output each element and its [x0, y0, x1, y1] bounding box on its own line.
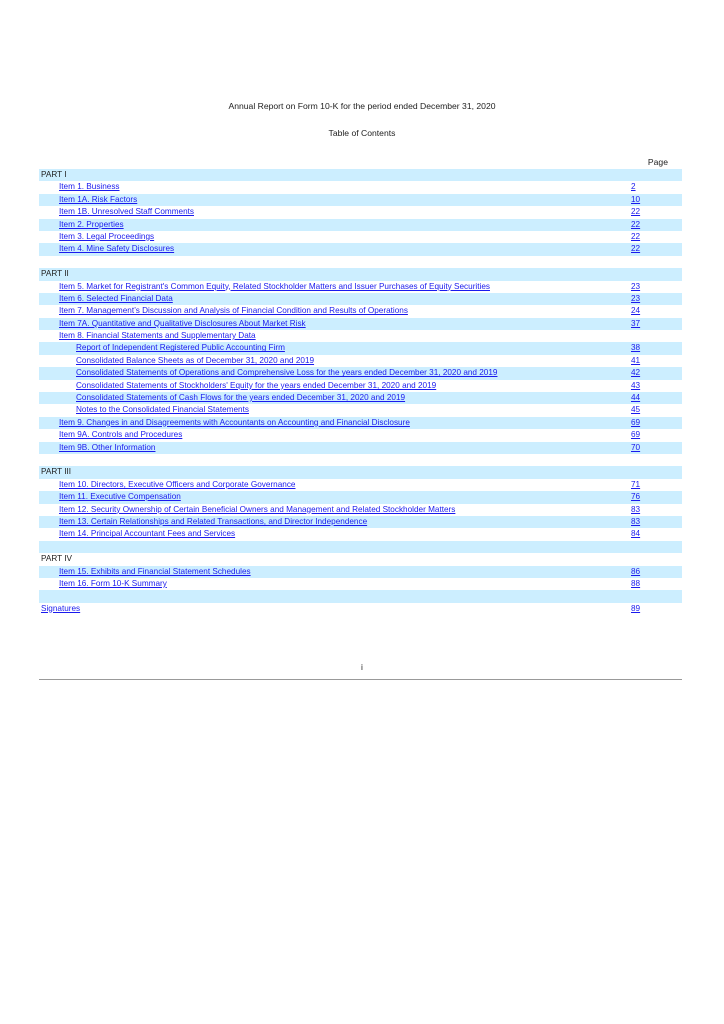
- toc-item-row: [39, 504, 682, 516]
- toc-item-row: [39, 281, 682, 293]
- toc-part-heading: PART II: [41, 269, 69, 279]
- toc-item-link[interactable]: Item 3. Legal Proceedings: [59, 231, 155, 241]
- toc-item-row: [39, 293, 682, 305]
- report-title: Annual Report on Form 10-K for the period ended December 31, 2020: [228, 101, 496, 111]
- toc-item-link[interactable]: Signatures: [41, 603, 81, 613]
- toc-item-link[interactable]: Item 1. Business: [59, 182, 120, 192]
- toc-page-link[interactable]: 41: [631, 355, 641, 365]
- toc-page-link[interactable]: 22: [631, 219, 641, 229]
- toc-item-link[interactable]: Item 6. Selected Financial Data: [59, 293, 173, 303]
- toc-item-link[interactable]: Notes to the Consolidated Financial Statements: [76, 405, 249, 415]
- toc-part-row: [39, 553, 682, 565]
- toc-page-link[interactable]: 84: [631, 529, 641, 539]
- toc-item-link[interactable]: Consolidated Statements of Stockholders' Equity for the years ended December 31, 2020 and 2019: [76, 380, 437, 390]
- toc-item-row: [39, 206, 682, 218]
- toc-item-row: [39, 219, 682, 231]
- toc-page-link[interactable]: 83: [631, 504, 641, 514]
- page-column-header: Page: [647, 157, 668, 167]
- toc-item-row: [39, 194, 682, 206]
- toc-page-link[interactable]: 89: [631, 603, 641, 613]
- toc-item-link[interactable]: Item 11. Executive Compensation: [59, 492, 181, 502]
- toc-part-heading: PART IV: [41, 554, 72, 564]
- toc-item-link[interactable]: Item 7A. Quantitative and Qualitative Disclosures About Market Risk: [59, 318, 306, 328]
- toc-page-link[interactable]: 44: [631, 393, 641, 403]
- toc-part-row: [39, 466, 682, 478]
- toc-page-link[interactable]: 69: [631, 430, 641, 440]
- toc-page-link[interactable]: 83: [631, 516, 641, 526]
- toc-page-link[interactable]: 23: [631, 281, 641, 291]
- toc-page-link[interactable]: 71: [631, 479, 641, 489]
- toc-item-link[interactable]: Item 9. Changes in and Disagreements with Accountants on Accounting and Financial Disclosure: [59, 417, 410, 427]
- toc-item-row: [39, 404, 682, 416]
- toc-item-row: [39, 578, 682, 590]
- toc-item-row: [39, 330, 682, 342]
- toc-item-row: [39, 342, 682, 354]
- toc-item-link[interactable]: Item 5. Market for Registrant's Common Equity, Related Stockholder Matters and Issuer Purchases of Equity Securities: [59, 281, 490, 291]
- toc-item-link[interactable]: Item 8. Financial Statements and Supplementary Data: [59, 331, 256, 341]
- toc-title: Table of Contents: [328, 128, 396, 138]
- toc-item-row: [39, 243, 682, 255]
- toc-page-link[interactable]: 70: [631, 442, 641, 452]
- toc-item-row: [39, 181, 682, 193]
- toc-item-link[interactable]: Consolidated Balance Sheets as of December 31, 2020 and 2019: [76, 355, 315, 365]
- toc-page-link[interactable]: 22: [631, 207, 641, 217]
- toc-item-row: [39, 528, 682, 540]
- toc-page-link[interactable]: 22: [631, 244, 641, 254]
- toc-item-link[interactable]: Consolidated Statements of Operations and Comprehensive Loss for the years ended December 31, 2020 and 2019: [76, 368, 498, 378]
- toc-item-link[interactable]: Item 9B. Other Information: [59, 442, 156, 452]
- toc-page-link[interactable]: 76: [631, 492, 641, 502]
- toc-item-link[interactable]: Item 1B. Unresolved Staff Comments: [59, 207, 194, 217]
- toc-item-link[interactable]: Item 15. Exhibits and Financial Statement Schedules: [59, 566, 251, 576]
- toc-page-link[interactable]: 86: [631, 566, 641, 576]
- toc-item-link[interactable]: Item 2. Properties: [59, 219, 124, 229]
- toc-item-link[interactable]: Item 16. Form 10-K Summary: [59, 578, 167, 588]
- toc-part-row: [39, 169, 682, 181]
- toc-item-row: [39, 442, 682, 454]
- toc-item-row: [39, 355, 682, 367]
- toc-page-link[interactable]: 22: [631, 231, 641, 241]
- toc-item-row: [39, 603, 682, 615]
- toc-item-link[interactable]: Consolidated Statements of Cash Flows for the years ended December 31, 2020 and 2019: [76, 393, 406, 403]
- toc-page-link[interactable]: 24: [631, 306, 641, 316]
- toc-page-link[interactable]: 23: [631, 293, 641, 303]
- toc-item-link[interactable]: Report of Independent Registered Public Accounting Firm: [76, 343, 285, 353]
- toc-page-link[interactable]: 38: [631, 343, 641, 353]
- toc-page-link[interactable]: 88: [631, 578, 641, 588]
- toc-item-row: [39, 305, 682, 317]
- toc-part-heading: PART I: [41, 170, 67, 179]
- toc-item-row: [39, 479, 682, 491]
- toc-item-row: [39, 367, 682, 379]
- toc-item-row: [39, 231, 682, 243]
- toc-part-heading: PART III: [41, 467, 72, 477]
- toc-page-link[interactable]: 43: [631, 380, 641, 390]
- toc-item-link[interactable]: Item 12. Security Ownership of Certain Beneficial Owners and Management and Related Stockholder Matters: [59, 504, 456, 514]
- toc-spacer-row: [39, 541, 682, 553]
- toc-spacer-row: [39, 256, 682, 268]
- toc-item-row: [39, 417, 682, 429]
- toc-page-link[interactable]: 45: [631, 405, 641, 415]
- toc-spacer-row: [39, 454, 682, 466]
- toc-item-row: [39, 566, 682, 578]
- toc-page-link[interactable]: 37: [631, 318, 641, 328]
- toc-item-row: [39, 491, 682, 503]
- toc-item-row: [39, 429, 682, 441]
- toc-page-link[interactable]: 42: [631, 368, 641, 378]
- page-number: i: [361, 662, 363, 672]
- toc-part-row: [39, 268, 682, 280]
- toc-item-link[interactable]: Item 9A. Controls and Procedures: [59, 430, 183, 440]
- toc-page-link[interactable]: 10: [631, 194, 641, 204]
- toc-item-row: [39, 392, 682, 404]
- table-of-contents: [39, 169, 682, 615]
- toc-page-link[interactable]: 69: [631, 417, 641, 427]
- toc-spacer-row: [39, 590, 682, 602]
- toc-item-row: [39, 380, 682, 392]
- toc-item-link[interactable]: Item 10. Directors, Executive Officers and Corporate Governance: [59, 479, 296, 489]
- toc-item-link[interactable]: Item 7. Management’s Discussion and Analysis of Financial Condition and Results of Operations: [59, 306, 408, 316]
- toc-item-link[interactable]: Item 4. Mine Safety Disclosures: [59, 244, 175, 254]
- toc-item-link[interactable]: Item 13. Certain Relationships and Related Transactions, and Director Independence: [59, 516, 368, 526]
- toc-item-row: [39, 318, 682, 330]
- footer-divider: [39, 679, 682, 680]
- toc-item-row: [39, 516, 682, 528]
- toc-page-link[interactable]: 2: [631, 182, 636, 192]
- toc-item-link[interactable]: Item 1A. Risk Factors: [59, 194, 138, 204]
- toc-item-link[interactable]: Item 14. Principal Accountant Fees and Services: [59, 529, 236, 539]
